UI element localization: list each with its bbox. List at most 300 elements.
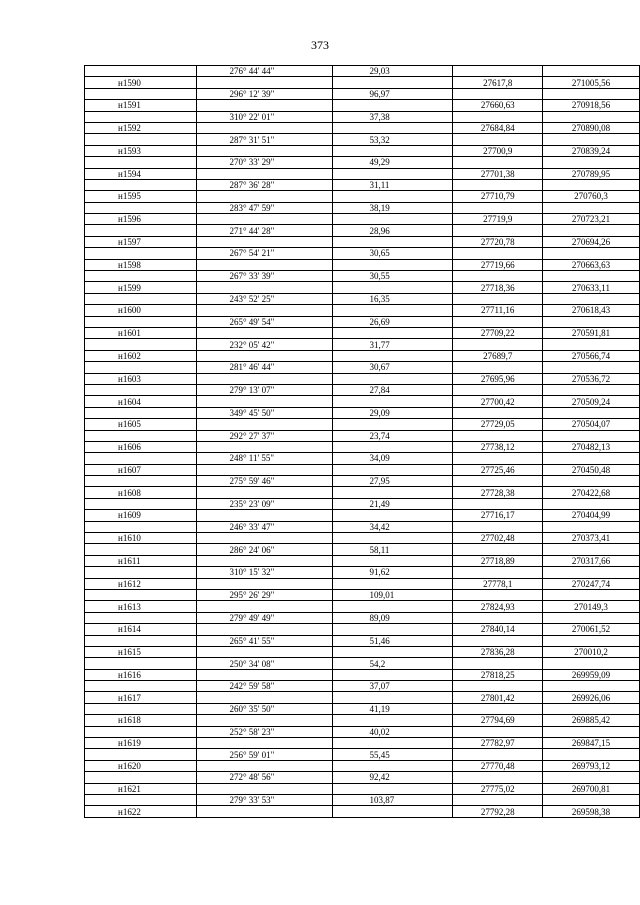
empty-cell bbox=[332, 715, 453, 726]
empty-cell bbox=[453, 749, 543, 760]
distance-cell: 103,87 bbox=[332, 795, 453, 806]
point-name-cell: н1604 bbox=[85, 396, 197, 407]
empty-cell bbox=[85, 202, 197, 213]
point-name-cell: н1603 bbox=[85, 373, 197, 384]
empty-cell bbox=[453, 772, 543, 783]
empty-cell bbox=[543, 658, 640, 669]
coordinate-x-cell: 27684,84 bbox=[453, 122, 543, 133]
segment-row bbox=[85, 658, 640, 669]
coordinate-y-cell: 269885,42 bbox=[543, 715, 640, 726]
coordinate-y-cell: 270839,24 bbox=[543, 145, 640, 156]
point-row bbox=[85, 578, 640, 589]
segment-row bbox=[85, 498, 640, 509]
point-name-cell: н1621 bbox=[85, 783, 197, 794]
empty-cell bbox=[85, 726, 197, 737]
coordinate-x-cell: 27794,69 bbox=[453, 715, 543, 726]
segment-row bbox=[85, 772, 640, 783]
distance-cell: 16,35 bbox=[332, 293, 453, 304]
point-row bbox=[85, 441, 640, 452]
distance-cell: 51,46 bbox=[332, 635, 453, 646]
coordinate-y-cell: 269598,38 bbox=[543, 806, 640, 817]
segment-row bbox=[85, 157, 640, 168]
empty-cell bbox=[543, 384, 640, 395]
distance-cell: 58,11 bbox=[332, 544, 453, 555]
empty-cell bbox=[453, 339, 543, 350]
empty-cell bbox=[85, 772, 197, 783]
coordinate-x-cell: 27689,7 bbox=[453, 350, 543, 361]
coordinate-x-cell: 27729,05 bbox=[453, 419, 543, 430]
empty-cell bbox=[453, 179, 543, 190]
direction-angle-cell: 283° 47' 59" bbox=[197, 202, 332, 213]
direction-angle-cell: 296° 12' 39" bbox=[197, 88, 332, 99]
coordinate-y-cell: 270504,07 bbox=[543, 419, 640, 430]
distance-cell: 28,96 bbox=[332, 225, 453, 236]
direction-angle-cell: 310° 15' 32" bbox=[197, 567, 332, 578]
empty-cell bbox=[453, 658, 543, 669]
empty-cell bbox=[332, 214, 453, 225]
coordinate-x-cell: 27716,17 bbox=[453, 510, 543, 521]
empty-cell bbox=[197, 214, 332, 225]
empty-cell bbox=[197, 373, 332, 384]
empty-cell bbox=[543, 157, 640, 168]
empty-cell bbox=[453, 157, 543, 168]
point-row bbox=[85, 236, 640, 247]
segment-row bbox=[85, 430, 640, 441]
empty-cell bbox=[543, 795, 640, 806]
empty-cell bbox=[197, 715, 332, 726]
point-name-cell: н1594 bbox=[85, 168, 197, 179]
empty-cell bbox=[543, 772, 640, 783]
point-row bbox=[85, 692, 640, 703]
segment-row bbox=[85, 384, 640, 395]
coordinate-y-cell: 270789,95 bbox=[543, 168, 640, 179]
segment-row bbox=[85, 271, 640, 282]
empty-cell bbox=[197, 601, 332, 612]
distance-cell: 26,69 bbox=[332, 316, 453, 327]
direction-angle-cell: 267° 33' 39" bbox=[197, 271, 332, 282]
coordinate-x-cell: 27728,38 bbox=[453, 487, 543, 498]
distance-cell: 27,84 bbox=[332, 384, 453, 395]
distance-cell: 34,42 bbox=[332, 521, 453, 532]
point-row bbox=[85, 214, 640, 225]
segment-row bbox=[85, 681, 640, 692]
segment-row bbox=[85, 567, 640, 578]
empty-cell bbox=[197, 419, 332, 430]
coordinate-y-cell: 270509,24 bbox=[543, 396, 640, 407]
empty-cell bbox=[332, 145, 453, 156]
distance-cell: 53,32 bbox=[332, 134, 453, 145]
point-name-cell: н1609 bbox=[85, 510, 197, 521]
direction-angle-cell: 235° 23' 09" bbox=[197, 498, 332, 509]
segment-row bbox=[85, 316, 640, 327]
point-row bbox=[85, 738, 640, 749]
empty-cell bbox=[197, 100, 332, 111]
empty-cell bbox=[543, 749, 640, 760]
empty-cell bbox=[332, 487, 453, 498]
empty-cell bbox=[543, 430, 640, 441]
empty-cell bbox=[332, 692, 453, 703]
coordinate-x-cell: 27701,38 bbox=[453, 168, 543, 179]
segment-row bbox=[85, 248, 640, 259]
empty-cell bbox=[453, 544, 543, 555]
coordinate-y-cell: 270149,3 bbox=[543, 601, 640, 612]
point-name-cell: н1593 bbox=[85, 145, 197, 156]
empty-cell bbox=[85, 225, 197, 236]
point-name-cell: н1596 bbox=[85, 214, 197, 225]
empty-cell bbox=[85, 567, 197, 578]
distance-cell: 29,09 bbox=[332, 407, 453, 418]
empty-cell bbox=[85, 589, 197, 600]
point-row bbox=[85, 533, 640, 544]
empty-cell bbox=[453, 407, 543, 418]
empty-cell bbox=[453, 384, 543, 395]
direction-angle-cell: 310° 22' 01" bbox=[197, 111, 332, 122]
direction-angle-cell: 256° 59' 01" bbox=[197, 749, 332, 760]
coordinate-y-cell: 270918,56 bbox=[543, 100, 640, 111]
coordinate-x-cell: 27782,97 bbox=[453, 738, 543, 749]
segment-row bbox=[85, 362, 640, 373]
coordinate-x-cell: 27818,25 bbox=[453, 669, 543, 680]
empty-cell bbox=[85, 88, 197, 99]
empty-cell bbox=[453, 476, 543, 487]
coordinate-x-cell: 27702,48 bbox=[453, 533, 543, 544]
segment-row bbox=[85, 339, 640, 350]
coordinate-y-cell: 270373,41 bbox=[543, 533, 640, 544]
empty-cell bbox=[85, 658, 197, 669]
empty-cell bbox=[85, 749, 197, 760]
coordinate-x-cell: 27617,8 bbox=[453, 77, 543, 88]
empty-cell bbox=[543, 134, 640, 145]
coordinate-y-cell: 269793,12 bbox=[543, 760, 640, 771]
point-name-cell: н1590 bbox=[85, 77, 197, 88]
distance-cell: 31,77 bbox=[332, 339, 453, 350]
empty-cell bbox=[85, 384, 197, 395]
direction-angle-cell: 279° 49' 49" bbox=[197, 612, 332, 623]
coordinate-x-cell: 27660,63 bbox=[453, 100, 543, 111]
empty-cell bbox=[543, 202, 640, 213]
empty-cell bbox=[332, 669, 453, 680]
empty-cell bbox=[543, 66, 640, 77]
coordinate-y-cell: 270591,81 bbox=[543, 327, 640, 338]
segment-row bbox=[85, 589, 640, 600]
segment-row bbox=[85, 111, 640, 122]
empty-cell bbox=[85, 134, 197, 145]
coordinate-y-cell: 270723,21 bbox=[543, 214, 640, 225]
empty-cell bbox=[197, 624, 332, 635]
point-row bbox=[85, 783, 640, 794]
direction-angle-cell: 292° 27' 37" bbox=[197, 430, 332, 441]
empty-cell bbox=[453, 589, 543, 600]
empty-cell bbox=[332, 168, 453, 179]
distance-cell: 38,19 bbox=[332, 202, 453, 213]
empty-cell bbox=[85, 703, 197, 714]
distance-cell: 55,45 bbox=[332, 749, 453, 760]
empty-cell bbox=[453, 681, 543, 692]
direction-angle-cell: 260° 35' 50" bbox=[197, 703, 332, 714]
point-name-cell: н1610 bbox=[85, 533, 197, 544]
point-name-cell: н1622 bbox=[85, 806, 197, 817]
empty-cell bbox=[332, 533, 453, 544]
empty-cell bbox=[197, 327, 332, 338]
empty-cell bbox=[85, 681, 197, 692]
empty-cell bbox=[197, 487, 332, 498]
distance-cell: 91,62 bbox=[332, 567, 453, 578]
coordinate-y-cell: 270694,26 bbox=[543, 236, 640, 247]
empty-cell bbox=[543, 521, 640, 532]
segment-row bbox=[85, 293, 640, 304]
direction-angle-cell: 271° 44' 28" bbox=[197, 225, 332, 236]
distance-cell: 109,01 bbox=[332, 589, 453, 600]
point-row bbox=[85, 715, 640, 726]
distance-cell: 30,67 bbox=[332, 362, 453, 373]
coordinate-x-cell: 27792,28 bbox=[453, 806, 543, 817]
distance-cell: 23,74 bbox=[332, 430, 453, 441]
empty-cell bbox=[332, 350, 453, 361]
empty-cell bbox=[332, 738, 453, 749]
empty-cell bbox=[453, 248, 543, 259]
direction-angle-cell: 252° 58' 23" bbox=[197, 726, 332, 737]
empty-cell bbox=[543, 453, 640, 464]
empty-cell bbox=[453, 498, 543, 509]
point-name-cell: н1598 bbox=[85, 259, 197, 270]
empty-cell bbox=[453, 635, 543, 646]
empty-cell bbox=[85, 248, 197, 259]
coordinate-x-cell: 27778,1 bbox=[453, 578, 543, 589]
empty-cell bbox=[543, 316, 640, 327]
empty-cell bbox=[197, 669, 332, 680]
direction-angle-cell: 279° 33' 53" bbox=[197, 795, 332, 806]
empty-cell bbox=[85, 430, 197, 441]
empty-cell bbox=[85, 407, 197, 418]
empty-cell bbox=[543, 339, 640, 350]
distance-cell: 54,2 bbox=[332, 658, 453, 669]
point-name-cell: н1595 bbox=[85, 191, 197, 202]
empty-cell bbox=[543, 703, 640, 714]
point-name-cell: н1616 bbox=[85, 669, 197, 680]
coordinate-x-cell: 27695,96 bbox=[453, 373, 543, 384]
segment-row bbox=[85, 453, 640, 464]
empty-cell bbox=[453, 567, 543, 578]
empty-cell bbox=[332, 77, 453, 88]
empty-cell bbox=[332, 419, 453, 430]
coordinate-y-cell: 270247,74 bbox=[543, 578, 640, 589]
point-row bbox=[85, 487, 640, 498]
distance-cell: 30,65 bbox=[332, 248, 453, 259]
point-name-cell: н1619 bbox=[85, 738, 197, 749]
empty-cell bbox=[85, 476, 197, 487]
empty-cell bbox=[332, 259, 453, 270]
empty-cell bbox=[453, 703, 543, 714]
segment-row bbox=[85, 88, 640, 99]
empty-cell bbox=[197, 760, 332, 771]
empty-cell bbox=[332, 122, 453, 133]
point-name-cell: н1597 bbox=[85, 236, 197, 247]
empty-cell bbox=[332, 646, 453, 657]
coordinate-x-cell: 27711,16 bbox=[453, 305, 543, 316]
point-row bbox=[85, 191, 640, 202]
empty-cell bbox=[85, 157, 197, 168]
empty-cell bbox=[543, 544, 640, 555]
coordinate-y-cell: 269847,15 bbox=[543, 738, 640, 749]
empty-cell bbox=[453, 111, 543, 122]
empty-cell bbox=[332, 578, 453, 589]
empty-cell bbox=[197, 464, 332, 475]
coordinates-table-body bbox=[85, 66, 640, 818]
empty-cell bbox=[197, 168, 332, 179]
empty-cell bbox=[543, 726, 640, 737]
empty-cell bbox=[85, 612, 197, 623]
point-name-cell: н1620 bbox=[85, 760, 197, 771]
empty-cell bbox=[85, 111, 197, 122]
empty-cell bbox=[85, 544, 197, 555]
empty-cell bbox=[332, 282, 453, 293]
point-name-cell: н1606 bbox=[85, 441, 197, 452]
empty-cell bbox=[197, 122, 332, 133]
distance-cell: 49,29 bbox=[332, 157, 453, 168]
segment-row bbox=[85, 476, 640, 487]
empty-cell bbox=[85, 635, 197, 646]
coordinate-x-cell: 27700,42 bbox=[453, 396, 543, 407]
point-name-cell: н1607 bbox=[85, 464, 197, 475]
point-row bbox=[85, 510, 640, 521]
empty-cell bbox=[85, 362, 197, 373]
direction-angle-cell: 248° 11' 55" bbox=[197, 453, 332, 464]
empty-cell bbox=[332, 191, 453, 202]
coordinate-x-cell: 27840,14 bbox=[453, 624, 543, 635]
point-row bbox=[85, 373, 640, 384]
point-name-cell: н1605 bbox=[85, 419, 197, 430]
empty-cell bbox=[197, 555, 332, 566]
coordinate-y-cell: 270482,13 bbox=[543, 441, 640, 452]
direction-angle-cell: 243° 52' 25" bbox=[197, 293, 332, 304]
point-name-cell: н1618 bbox=[85, 715, 197, 726]
empty-cell bbox=[197, 350, 332, 361]
point-row bbox=[85, 77, 640, 88]
point-row bbox=[85, 760, 640, 771]
empty-cell bbox=[85, 453, 197, 464]
direction-angle-cell: 286° 24' 06" bbox=[197, 544, 332, 555]
coordinate-x-cell: 27709,22 bbox=[453, 327, 543, 338]
empty-cell bbox=[85, 521, 197, 532]
point-row bbox=[85, 555, 640, 566]
empty-cell bbox=[543, 179, 640, 190]
segment-row bbox=[85, 544, 640, 555]
point-row bbox=[85, 669, 640, 680]
empty-cell bbox=[543, 635, 640, 646]
coordinate-y-cell: 270422,68 bbox=[543, 487, 640, 498]
empty-cell bbox=[543, 407, 640, 418]
point-name-cell: н1592 bbox=[85, 122, 197, 133]
segment-row bbox=[85, 635, 640, 646]
empty-cell bbox=[197, 646, 332, 657]
empty-cell bbox=[543, 498, 640, 509]
empty-cell bbox=[197, 692, 332, 703]
empty-cell bbox=[197, 783, 332, 794]
point-name-cell: н1600 bbox=[85, 305, 197, 316]
coordinate-y-cell: 271005,56 bbox=[543, 77, 640, 88]
point-row bbox=[85, 464, 640, 475]
coordinate-x-cell: 27718,89 bbox=[453, 555, 543, 566]
coordinate-y-cell: 270890,08 bbox=[543, 122, 640, 133]
empty-cell bbox=[543, 589, 640, 600]
direction-angle-cell: 281° 46' 44" bbox=[197, 362, 332, 373]
empty-cell bbox=[543, 612, 640, 623]
empty-cell bbox=[453, 453, 543, 464]
distance-cell: 21,49 bbox=[332, 498, 453, 509]
page-number: 373 bbox=[311, 38, 329, 52]
coordinate-y-cell: 270317,66 bbox=[543, 555, 640, 566]
distance-cell: 27,95 bbox=[332, 476, 453, 487]
empty-cell bbox=[543, 362, 640, 373]
direction-angle-cell: 349° 45' 50" bbox=[197, 407, 332, 418]
point-row bbox=[85, 601, 640, 612]
point-name-cell: н1591 bbox=[85, 100, 197, 111]
point-name-cell: н1614 bbox=[85, 624, 197, 635]
coordinate-y-cell: 270633,11 bbox=[543, 282, 640, 293]
point-row bbox=[85, 282, 640, 293]
distance-cell: 40,02 bbox=[332, 726, 453, 737]
segment-row bbox=[85, 225, 640, 236]
coordinate-y-cell: 270404,99 bbox=[543, 510, 640, 521]
segment-row bbox=[85, 66, 640, 77]
empty-cell bbox=[197, 806, 332, 817]
point-name-cell: н1599 bbox=[85, 282, 197, 293]
point-name-cell: н1613 bbox=[85, 601, 197, 612]
empty-cell bbox=[197, 305, 332, 316]
point-name-cell: н1615 bbox=[85, 646, 197, 657]
empty-cell bbox=[197, 259, 332, 270]
empty-cell bbox=[197, 236, 332, 247]
coordinate-x-cell: 27719,66 bbox=[453, 259, 543, 270]
empty-cell bbox=[197, 282, 332, 293]
coordinate-y-cell: 269926,06 bbox=[543, 692, 640, 703]
coordinate-y-cell: 270663,63 bbox=[543, 259, 640, 270]
segment-row bbox=[85, 179, 640, 190]
coordinate-x-cell: 27738,12 bbox=[453, 441, 543, 452]
coordinate-y-cell: 269959,09 bbox=[543, 669, 640, 680]
empty-cell bbox=[453, 795, 543, 806]
coordinate-y-cell: 269700,81 bbox=[543, 783, 640, 794]
coordinate-y-cell: 270450,48 bbox=[543, 464, 640, 475]
empty-cell bbox=[197, 510, 332, 521]
empty-cell bbox=[85, 498, 197, 509]
coordinate-x-cell: 27700,9 bbox=[453, 145, 543, 156]
direction-angle-cell: 246° 33' 47" bbox=[197, 521, 332, 532]
empty-cell bbox=[332, 806, 453, 817]
empty-cell bbox=[85, 179, 197, 190]
segment-row bbox=[85, 726, 640, 737]
coordinate-y-cell: 270760,3 bbox=[543, 191, 640, 202]
point-row bbox=[85, 145, 640, 156]
empty-cell bbox=[453, 271, 543, 282]
point-row bbox=[85, 806, 640, 817]
empty-cell bbox=[85, 339, 197, 350]
empty-cell bbox=[543, 88, 640, 99]
empty-cell bbox=[197, 441, 332, 452]
segment-row bbox=[85, 703, 640, 714]
coordinate-x-cell: 27719,9 bbox=[453, 214, 543, 225]
point-row bbox=[85, 419, 640, 430]
empty-cell bbox=[543, 271, 640, 282]
segment-row bbox=[85, 134, 640, 145]
point-row bbox=[85, 168, 640, 179]
coordinate-x-cell: 27718,36 bbox=[453, 282, 543, 293]
empty-cell bbox=[543, 293, 640, 304]
distance-cell: 92,42 bbox=[332, 772, 453, 783]
distance-cell: 96,97 bbox=[332, 88, 453, 99]
point-row bbox=[85, 350, 640, 361]
distance-cell: 30,55 bbox=[332, 271, 453, 282]
